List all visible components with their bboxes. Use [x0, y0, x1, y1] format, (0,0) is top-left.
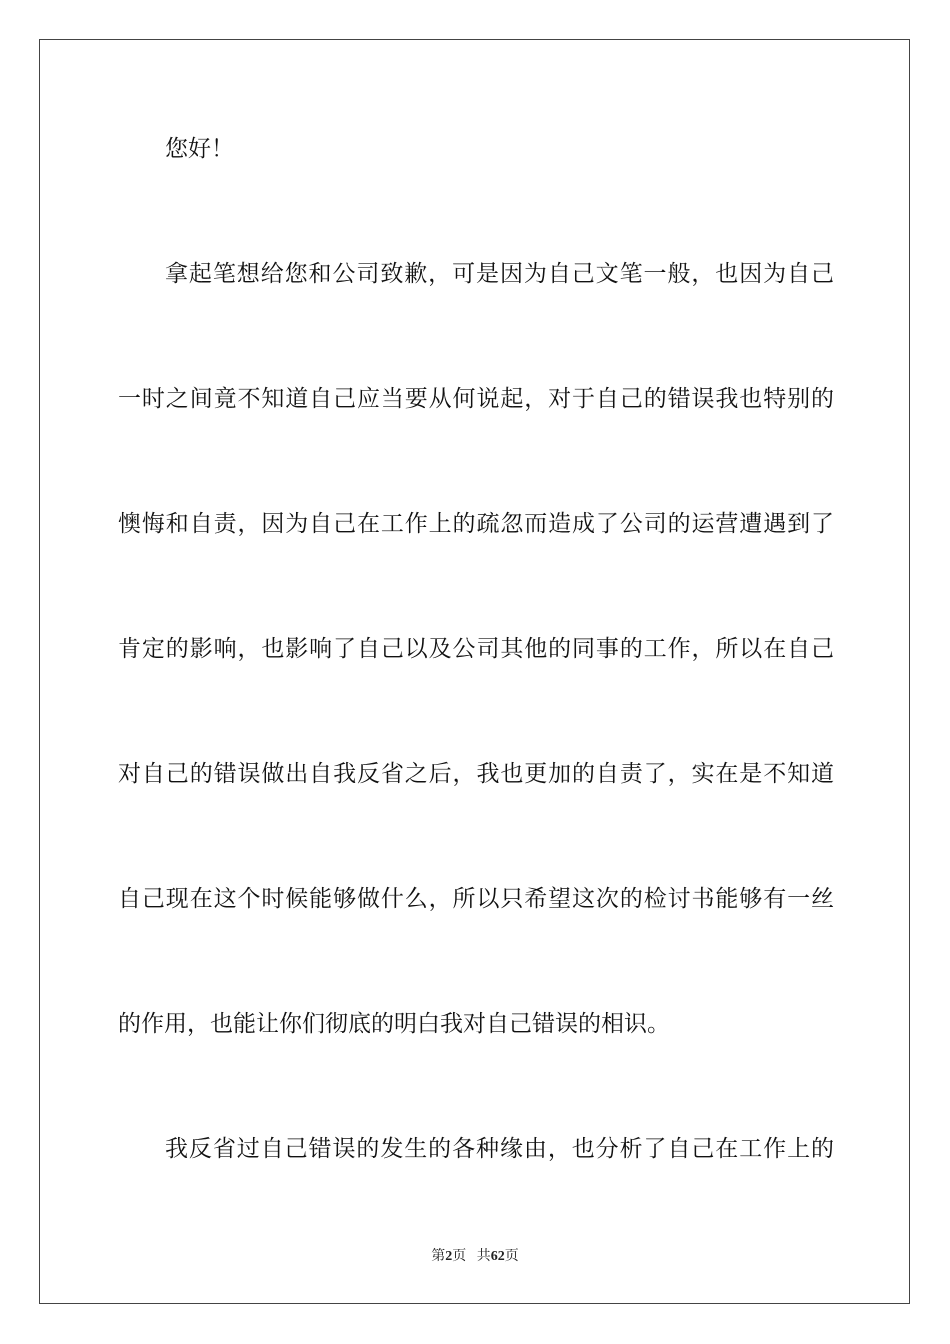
greeting-text: 您好！	[165, 136, 234, 162]
paragraph-line-3: 懊悔和自责，因为自己在工作上的疏忽而造成了公司的运营遭遇到了	[118, 511, 834, 537]
footer-current-page: 2	[445, 1249, 453, 1264]
page-frame	[39, 39, 910, 1304]
page-footer	[0, 1248, 950, 1266]
paragraph-line-4: 肯定的影响，也影响了自己以及公司其他的同事的工作，所以在自己	[118, 636, 834, 662]
paragraph-line-8: 我反省过自己错误的发生的各种缘由，也分析了自己在工作上的	[165, 1136, 834, 1162]
paragraph-line-7: 的作用，也能让你们彻底的明白我对自己错误的相识。	[118, 1011, 670, 1037]
paragraph-line-5: 对自己的错误做出自我反省之后，我也更加的自责了，实在是不知道	[118, 761, 834, 787]
footer-total-suffix: 页	[504, 1249, 519, 1264]
footer-page-suffix: 页	[452, 1249, 467, 1264]
footer-page-prefix: 第	[431, 1249, 446, 1264]
paragraph-line-1: 拿起笔想给您和公司致歉，可是因为自己文笔一般，也因为自己	[165, 261, 834, 287]
paragraph-line-2: 一时之间竟不知道自己应当要从何说起，对于自己的错误我也特别的	[118, 386, 834, 412]
footer-total-pages: 62	[490, 1249, 505, 1264]
footer-total-prefix: 共	[476, 1249, 491, 1264]
paragraph-line-6: 自己现在这个时候能够做什么，所以只希望这次的检讨书能够有一丝	[118, 886, 834, 912]
